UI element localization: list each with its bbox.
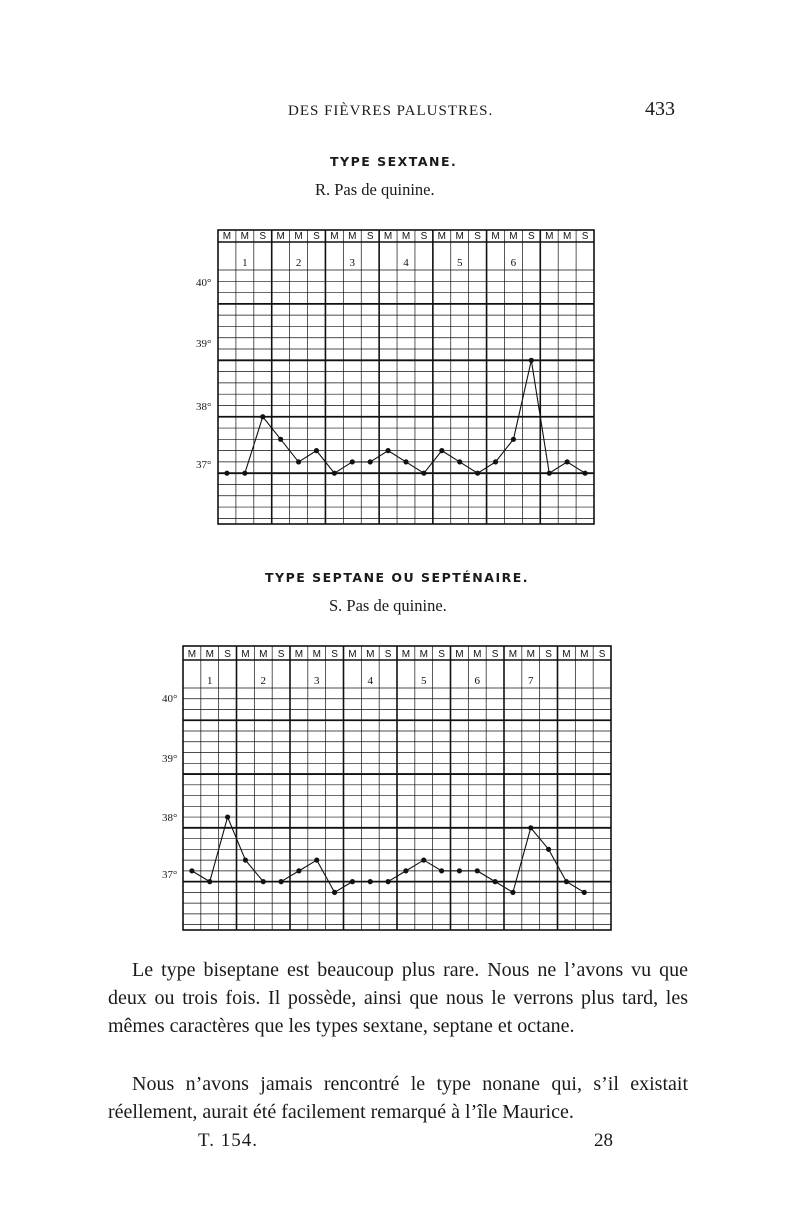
chart2-data-point (439, 868, 444, 873)
chart1-column-label: S (313, 231, 320, 242)
chart1-column-label: S (366, 231, 374, 242)
chart2-day-number: 4 (367, 675, 373, 687)
chart2-column-label: M (187, 649, 197, 660)
chart1-day-number: 5 (456, 257, 463, 269)
chart1-column-label: M (294, 231, 303, 242)
chart2-column-label: M (419, 649, 428, 660)
chart2-data-point (261, 879, 266, 884)
chart1-column-label: M (437, 231, 446, 242)
chart1-title: TYPE SEXTANE. (330, 154, 458, 169)
chart2-day-number: 6 (474, 675, 480, 687)
chart1-column-label: M (491, 231, 500, 242)
chart2-data-point (421, 857, 426, 862)
chart1-column-label: M (276, 231, 285, 242)
sheet-number: 28 (594, 1130, 613, 1151)
chart1-day-number: 6 (510, 257, 517, 269)
chart2-column-label: S (277, 649, 285, 660)
chart2-data-point (403, 868, 408, 873)
body-paragraph-2: Nous n’avons jamais rencontré le type nonane qui, s’il existait réellement, aurait été facilement remarqué à l’île Maurice. (108, 1073, 688, 1123)
chart2-data-point (492, 879, 497, 884)
chart1-column-label: M (455, 231, 464, 242)
chart2-column-label: M (562, 649, 571, 660)
chart2-data-point (243, 857, 248, 862)
chart2-column-label: M (259, 649, 268, 660)
chart1-column-label: S (474, 231, 481, 242)
chart2-data-point (225, 814, 230, 819)
chart1-column-label: S (581, 231, 589, 242)
chart2-column-label: M (366, 649, 375, 660)
page-number: 433 (645, 98, 675, 120)
chart2-column-label: M (455, 649, 464, 660)
chart2-data-point (296, 868, 301, 873)
chart1-day-number: 3 (349, 257, 356, 269)
chart1-column-label: S (527, 231, 535, 242)
chart2-column-label: S (331, 649, 338, 660)
chart2-data-point (314, 857, 319, 862)
chart2-data-point (189, 868, 194, 873)
printer-signature: T. 154. (198, 1130, 258, 1151)
chart2-day-number: 2 (260, 675, 266, 687)
chart2-subtitle: S. Pas de quinine. (329, 596, 447, 615)
chart2-column-label: S (545, 649, 552, 660)
chart1-day-number: 1 (242, 257, 248, 269)
chart2-column-label: S (598, 649, 606, 660)
chart2-column-label: M (580, 649, 589, 660)
chart2-column-label: S (384, 649, 392, 660)
chart2-day-number: 7 (528, 675, 534, 687)
chart2-temp-39: 39° (162, 753, 178, 765)
chart2-column-label: M (348, 649, 357, 660)
chart2-column-label: S (438, 649, 445, 660)
chart2-column-label: M (294, 649, 304, 660)
chart2-column-label: S (491, 649, 499, 660)
chart2-data-point (564, 879, 569, 884)
chart1-column-label: M (348, 231, 357, 242)
running-title: DES FIÈVRES PALUSTRES. (288, 103, 494, 119)
chart1-column-label: M (509, 231, 518, 242)
chart2-temp-40: 40° (162, 693, 178, 705)
chart1-day-number: 2 (295, 257, 302, 269)
chart1-column-label: S (420, 231, 428, 242)
chart2-data-point (510, 890, 515, 895)
chart1-temp-37: 37° (196, 459, 212, 471)
chart2-data-point (546, 847, 551, 852)
chart2-data-point (457, 868, 462, 873)
chart1-column-label: M (330, 231, 339, 242)
chart1-temp-40: 40° (196, 277, 212, 289)
chart2-data-point (207, 879, 212, 884)
chart2-column-label: M (312, 649, 321, 660)
chart2-data-point (350, 879, 355, 884)
chart1-column-label: M (383, 231, 393, 242)
chart1-temp-39: 39° (196, 338, 212, 350)
chart1-temp-38: 38° (196, 401, 212, 413)
chart2-column-label: S (224, 649, 231, 660)
chart1-column-label: M (545, 231, 554, 242)
chart2-data-point (368, 879, 373, 884)
chart2-data-point (278, 879, 283, 884)
chart1-column-label: M (562, 231, 572, 242)
chart1-column-label: M (222, 231, 232, 242)
chart2-day-number: 1 (207, 675, 213, 687)
chart2-column-label: M (241, 649, 250, 660)
chart2-column-label: M (401, 649, 411, 660)
chart2-column-label: M (205, 649, 214, 660)
chart2-temp-37: 37° (162, 869, 178, 881)
chart1-column-label: M (240, 231, 250, 242)
chart1-column-label: M (401, 231, 411, 242)
chart1-subtitle: R. Pas de quinine. (315, 180, 435, 199)
chart1-column-label: S (259, 231, 267, 242)
chart2-data-point (582, 890, 587, 895)
chart2-column-label: M (473, 649, 482, 660)
chart2-data-point (528, 825, 533, 830)
chart1-day-number: 4 (403, 257, 409, 269)
chart2-temp-38: 38° (162, 812, 178, 824)
chart2-data-point (475, 868, 480, 873)
chart2-data-point (332, 890, 337, 895)
chart2-column-label: M (508, 649, 518, 660)
chart2-data-point (385, 879, 390, 884)
chart2-column-label: M (526, 649, 535, 660)
body-paragraph-1: Le type biseptane est beaucoup plus rare. Nous ne l’avons vu que deux ou trois fois. Il possède, ainsi que nous le verrons plus tard, les mêmes caractères que les types sextane, septane et octane. (108, 959, 688, 1037)
chart2-title: TYPE SEPTANE OU SEPTÉNAIRE. (265, 570, 530, 585)
chart2-day-number: 5 (421, 675, 427, 687)
chart2-day-number: 3 (314, 675, 320, 687)
